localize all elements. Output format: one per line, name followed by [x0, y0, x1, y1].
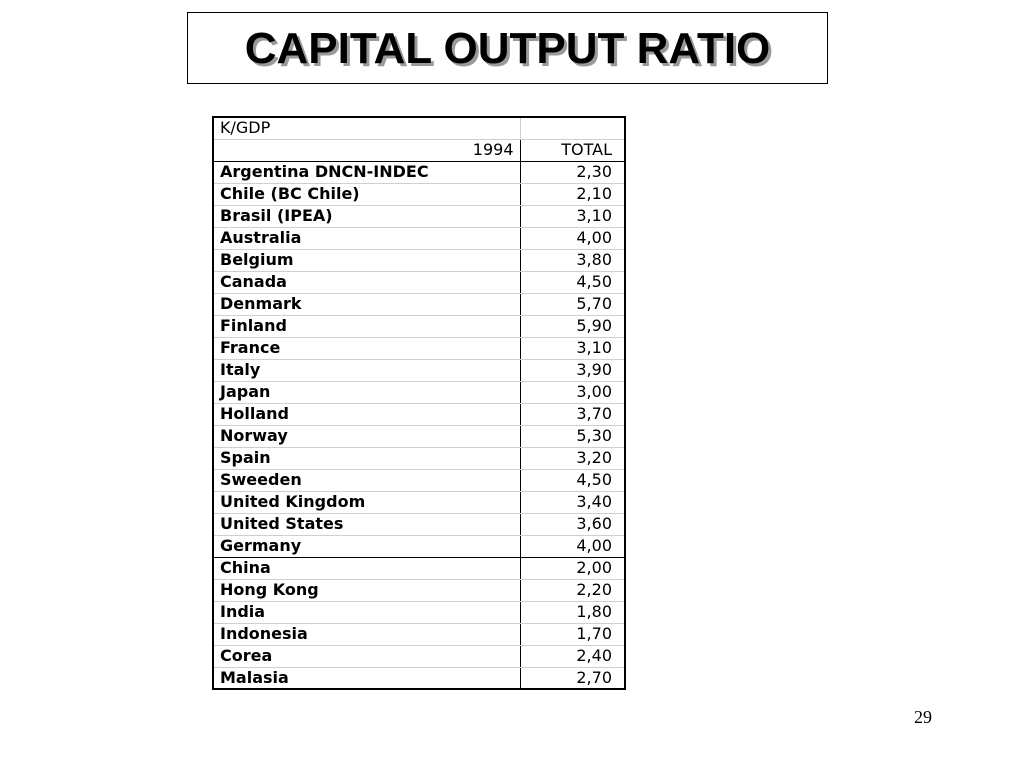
table-label-row	[213, 117, 625, 139]
country-name: United Kingdom	[213, 491, 520, 513]
country-name: Corea	[213, 645, 520, 667]
capital-output-table	[212, 116, 626, 690]
ratio-value: 5,30	[520, 425, 625, 447]
table-row	[213, 359, 625, 381]
table-row	[213, 623, 625, 645]
total-header: TOTAL	[520, 139, 625, 161]
ratio-value: 2,40	[520, 645, 625, 667]
table-row	[213, 535, 625, 557]
table-row	[213, 579, 625, 601]
table-row	[213, 601, 625, 623]
country-name: Indonesia	[213, 623, 520, 645]
country-name: Canada	[213, 271, 520, 293]
ratio-value: 5,70	[520, 293, 625, 315]
table-row	[213, 513, 625, 535]
country-name: China	[213, 557, 520, 579]
ratio-value: 3,40	[520, 491, 625, 513]
ratio-value: 3,80	[520, 249, 625, 271]
ratio-value: 4,50	[520, 271, 625, 293]
page-number: 29	[914, 707, 932, 727]
country-name: United States	[213, 513, 520, 535]
country-name: Italy	[213, 359, 520, 381]
ratio-value: 4,00	[520, 227, 625, 249]
ratio-value: 2,20	[520, 579, 625, 601]
year-header: 1994	[213, 139, 520, 161]
country-name: Denmark	[213, 293, 520, 315]
ratio-value: 5,90	[520, 315, 625, 337]
ratio-value: 2,70	[520, 667, 625, 689]
ratio-value: 2,10	[520, 183, 625, 205]
country-name: Malasia	[213, 667, 520, 689]
ratio-value: 2,00	[520, 557, 625, 579]
country-name: Chile (BC Chile)	[213, 183, 520, 205]
table-row	[213, 293, 625, 315]
ratio-value: 3,00	[520, 381, 625, 403]
country-name: Australia	[213, 227, 520, 249]
ratio-value: 1,70	[520, 623, 625, 645]
table-row	[213, 183, 625, 205]
table-row	[213, 249, 625, 271]
table-label: K/GDP	[213, 117, 520, 139]
country-name: France	[213, 337, 520, 359]
table-row	[213, 491, 625, 513]
country-name: Hong Kong	[213, 579, 520, 601]
slide-title: CAPITAL OUTPUT RATIO	[244, 24, 771, 73]
table-row	[213, 205, 625, 227]
table-row	[213, 645, 625, 667]
table-row	[213, 161, 625, 183]
country-name: Argentina DNCN-INDEC	[213, 161, 520, 183]
ratio-value: 4,00	[520, 535, 625, 557]
table-row	[213, 227, 625, 249]
table-row	[213, 337, 625, 359]
country-name: Japan	[213, 381, 520, 403]
country-name: Brasil (IPEA)	[213, 205, 520, 227]
ratio-value: 3,70	[520, 403, 625, 425]
table-row	[213, 381, 625, 403]
ratio-value: 2,30	[520, 161, 625, 183]
table-row	[213, 469, 625, 491]
country-name: Holland	[213, 403, 520, 425]
table-label-empty-cell	[520, 117, 625, 139]
table-row	[213, 425, 625, 447]
ratio-value: 4,50	[520, 469, 625, 491]
ratio-value: 3,20	[520, 447, 625, 469]
title-box	[187, 12, 828, 84]
ratio-value: 3,10	[520, 205, 625, 227]
ratio-value: 1,80	[520, 601, 625, 623]
country-name: Spain	[213, 447, 520, 469]
table-header-row	[213, 139, 625, 161]
ratio-value: 3,10	[520, 337, 625, 359]
table-row	[213, 271, 625, 293]
table-row	[213, 315, 625, 337]
country-name: India	[213, 601, 520, 623]
table-row	[213, 403, 625, 425]
ratio-value: 3,90	[520, 359, 625, 381]
country-name: Germany	[213, 535, 520, 557]
country-name: Belgium	[213, 249, 520, 271]
table-row	[213, 447, 625, 469]
country-name: Sweeden	[213, 469, 520, 491]
ratio-value: 3,60	[520, 513, 625, 535]
country-name: Norway	[213, 425, 520, 447]
table-row	[213, 557, 625, 579]
table-row	[213, 667, 625, 689]
country-name: Finland	[213, 315, 520, 337]
